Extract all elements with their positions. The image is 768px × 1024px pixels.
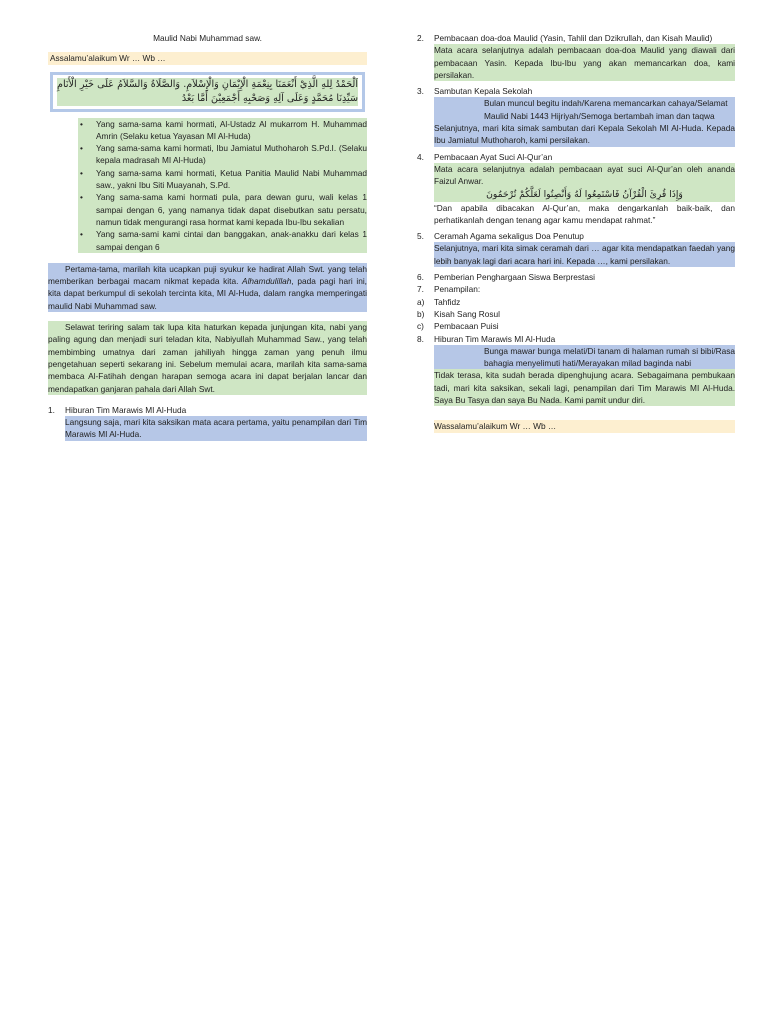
agenda-item-title: Sambutan Kepala Sekolah bbox=[434, 86, 533, 97]
bullet-icon: • bbox=[80, 143, 83, 154]
bullet-item: • Yang sama-sama kami hormati pula, para dewan guru, wali kelas 1 sampai dengan 6, yang namanya tidak dapat disebutkan satu persatu, namun tidak mengurangi rasa hormat kami kepada Ibu-Ibu sekalian bbox=[80, 192, 367, 227]
arabic-opening-box bbox=[50, 72, 365, 112]
agenda-item-8-body: Tidak terasa, kita sudah berada dipenghujung acara. Sebagaimana pembukaan tadi, mari kita saksikan, sekali lagi, penampilan dari Tim Marawis MI Al-Huda. Saya Bu Tasya dan saya Bu Nada. Kami pamit undur diri. bbox=[434, 370, 735, 406]
agenda-item-title: Penampilan: bbox=[434, 284, 481, 295]
bullet-item: • Yang sama-sama kami hormati, Ketua Panitia Maulid Nabi Muhammad saw., yakni Ibu Siti Muayanah, S.Pd. bbox=[80, 167, 367, 191]
right-column bbox=[417, 32, 735, 433]
agenda-item-title: Hiburan Tim Marawis MI Al-Huda bbox=[434, 333, 556, 344]
agenda-item-1: 1. Hiburan Tim Marawis MI Al-Huda bbox=[48, 404, 187, 415]
agenda-item-3-body: Selanjutnya, mari kita simak sambutan dari Kepala Sekolah MI Al-Huda. Kepada Ibu Jamiatul Muthoharoh, kami persilakan. bbox=[434, 123, 735, 146]
performance-item: a) Tahfidz bbox=[417, 296, 461, 307]
quran-translation: “Dan apabila dibacakan Al-Qur’an, maka dengarkanlah baik-baik, dan perhatikanlah dengan tenang agar kamu mendapat rahmat.” bbox=[434, 202, 735, 225]
bullet-icon: • bbox=[80, 192, 83, 203]
bullet-item: • Yang sama-sama kami hormati, Ibu Jamiatul Muthoharoh S.Pd.I. (Selaku kepala madrasah MI Al-Huda) bbox=[80, 143, 367, 166]
salawat-paragraph: Selawat teriring salam tak lupa kita haturkan kepada junjungan kita, nabi yang paling agung dan menjadi suri teladan kita, Nabiyullah Muhammad Saw., yang telah membimbing umatnya dari zaman jahiliyah hingga zaman yang penuh ilmu pengetahuan seperti sekarang ini. Sebelum memulai acara, marilah kita sama-sama membaca Al-Fatihah dengan harapan semoga acara ini dapat berjalan lancar dan mendapatkan ganjaran pahala dari Allah Swt. bbox=[48, 322, 367, 394]
agenda-item-8: 8. Hiburan Tim Marawis MI Al-Huda bbox=[417, 333, 556, 344]
bullet-icon: • bbox=[80, 229, 83, 240]
agenda-item-3: 3. Sambutan Kepala Sekolah bbox=[417, 86, 533, 97]
closing-greeting: Wassalamu’alaikum Wr … Wb … bbox=[434, 420, 735, 432]
performance-item: c) Pembacaan Puisi bbox=[417, 321, 499, 332]
agenda-item-2-body: Mata acara selanjutnya adalah pembacaan doa-doa Maulid yang diawali dari pembacaan Yasin. Kepada Ibu-Ibu yang akan memancarkan doa, kami persilakan. bbox=[434, 45, 735, 80]
performance-item: b) Kisah Sang Rosul bbox=[417, 308, 500, 319]
agenda-item-8-poem: Bunga mawar bunga melati/Di tanam di halaman rumah si bibi/Rasa bahagia menyelimuti hati/Merayakan milad baginda nabi bbox=[434, 345, 735, 370]
bullet-icon: • bbox=[80, 167, 83, 178]
agenda-item-title: Pembacaan doa-doa Maulid (Yasin, Tahlil dan Dzikrullah, dan Kisah Maulid) bbox=[434, 33, 713, 43]
opening-greeting: Assalamu’alaikum Wr … Wb … bbox=[48, 52, 367, 64]
bullet-icon: • bbox=[80, 118, 83, 129]
arabic-opening-text: اَلْحَمْدُ لِلهِ الَّذِيْ أَنْعَمَنَا بِنِعْمَةِ الْإِيْمَانِ وَالْإِسْلاَمِ. وَالصَّلَاةُ وَالسَّلاَمُ عَلَى خَيْرِ الْأَنَامِ سَيِّدِنَا مُحَمَّدٍ وَعَلَى آلِهِ وَصَحْبِهِ أَجْمَعِيْنَ أَمَّا بَعْدُ bbox=[57, 78, 358, 104]
agenda-item-5-body: Selanjutnya, mari kita simak ceramah dari … agar kita mendapatkan faedah yang lebih banyak lagi dari acara hari ini. Kepada …, kami persilakan. bbox=[434, 243, 735, 266]
agenda-item-title: Hiburan Tim Marawis MI Al-Huda bbox=[65, 404, 187, 415]
agenda-item-5: 5. Ceramah Agama sekaligus Doa Penutup bbox=[417, 231, 584, 242]
agenda-item-title: Pemberian Penghargaan Siswa Berprestasi bbox=[434, 272, 595, 283]
agenda-item-7: 7. Penampilan: bbox=[417, 284, 481, 295]
agenda-item-2: 2. Pembacaan doa-doa Maulid (Yasin, Tahlil dan Dzikrullah, dan Kisah Maulid) bbox=[417, 33, 713, 43]
quran-verse: وَإِذَا قُرِئَ الْقُرْآنُ فَاسْتَمِعُوا لَهُ وَأَنْصِتُوا لَعَلَّكُمْ تُرْحَمُونَ bbox=[434, 188, 735, 202]
gratitude-paragraph: Pertama-tama, marilah kita ucapkan puji syukur ke hadirat Allah Swt. yang telah memberikan berbagai macam nikmat kepada kita. Alhamdulillah, pada pagi hari ini, kita dapat berkumpul di sekolah tercinta kita, MI Al-Huda, dalam rangka memperingati maulid Nabi Muhammad saw. bbox=[48, 263, 367, 311]
agenda-item-title: Ceramah Agama sekaligus Doa Penutup bbox=[434, 231, 584, 242]
agenda-item-6: 6. Pemberian Penghargaan Siswa Berprestasi bbox=[417, 272, 595, 283]
agenda-item-1-body: Langsung saja, mari kita saksikan mata acara pertama, yaitu penampilan dari Tim Marawis MI Al-Huda. bbox=[65, 417, 367, 440]
left-column bbox=[48, 32, 367, 441]
bullet-item: • Yang sama-sami kami cintai dan banggakan, anak-anakku dari kelas 1 sampai dengan 6 bbox=[80, 229, 367, 252]
document-title: Maulid Nabi Muhammad saw. bbox=[153, 33, 262, 43]
greeting-bullet-list bbox=[78, 118, 367, 253]
agenda-item-4: 4. Pembacaan Ayat Suci Al-Qur’an bbox=[417, 151, 553, 162]
agenda-item-title: Pembacaan Ayat Suci Al-Qur’an bbox=[434, 151, 553, 162]
agenda-item-4-body: Mata acara selanjutnya adalah pembacaan ayat suci Al-Qur’an oleh ananda Faizul Anwar. bbox=[434, 163, 735, 187]
agenda-item-3-poem: Bulan muncul begitu indah/Karena memancarkan cahaya/Selamat Maulid Nabi 1443 Hijriyah/Semoga bertambah iman dan taqwa bbox=[434, 97, 735, 122]
bullet-item: • Yang sama-sama kami hormati, Al-Ustadz Al mukarrom H. Muhammad Amrin (Selaku ketua Yayasan MI Al-Huda) bbox=[80, 118, 367, 141]
